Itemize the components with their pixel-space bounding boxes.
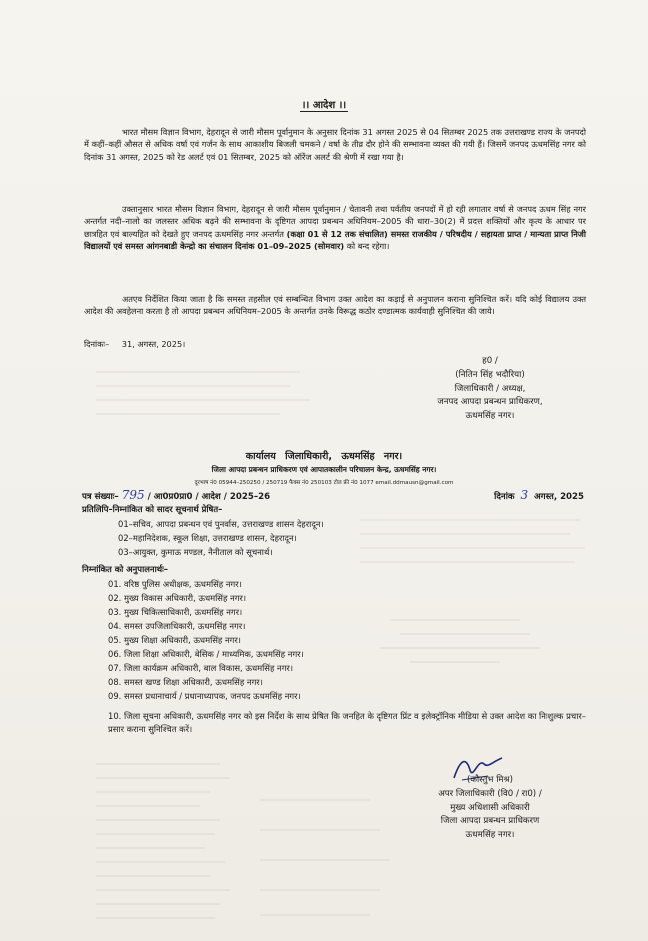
title-underline [300,111,348,112]
ref-date-day-handwritten: 3 [520,488,529,502]
signer-name: (नितिन सिंह भदौरिया) [455,369,525,380]
signer-place: ऊधमसिंह नगर। [465,411,515,422]
ref-code: / आ0प्र0प्रा0 / आदेश / 2025–26 [147,492,271,502]
paragraph-weather-forecast: भारत मौसम विज्ञान विभाग, देहरादून से जारी मौसम पूर्वानुमान के अनुसार दिनांक 31 अगस्त 2025 से 04 सितम्बर 2025 तक उत्तराखण्ड राज्य के जनपदो में कहीं–कहीं औसत से अधिक वर्षा एवं गर्जन के साथ आकाशीय बिजली चमकने / वर्षा के तीव्र दौर होने की सम्भावना व्यक्त की गयी हैं। जिसमें जनपद ऊधमसिंह नगर को दिनांक 31 अगस्त, 2025 को रेड अलर्ट एवं 01 सितम्बर, 2025 को ऑरेंज अलर्ट की श्रेणी में रखा गया है। [84,127,586,162]
compliance-heading: निम्नांकित को अनुपालनार्थः– [82,564,168,574]
copy-item: 01–सचिव, आपदा प्रबन्धन एवं पुनर्वास, उत्तराखण्ड शासन देहरादून। [118,519,324,529]
compliance-list [108,577,304,703]
copy-item: 03–आयुक्त, कुमाऊ मण्डल, नैनीताल को सूचनार्थ। [118,547,273,557]
signer2-name: (कौस्तुभ मिश्र) [467,775,513,785]
closure-end-text: को बन्द रहेगा। [344,241,390,252]
office-contact: दूरभाष नं0 05944–250250 / 250719 फैक्स नं0 250103 टोल फ्री नं0 1077 email.ddmausn@gmail.com [194,480,454,486]
office-heading: कार्यालय जिलाधिकारी, ऊधमसिंह नगर। [245,451,403,462]
signer2-place: ऊधमसिंह नगर। [465,830,515,841]
ref-number-handwritten: 795 [121,488,145,502]
signer2-post: अपर जिलाधिकारी (वि0 / रा0) / [438,788,542,799]
signature-block-adm [390,774,590,843]
order-date-value: 31, अगस्त, 2025। [121,339,186,349]
compliance-item: 09. समस्त प्रधानाचार्य / प्रधानाध्यापक, जनपद ऊधमसिंह नगर। [108,691,301,701]
order-date [84,339,185,350]
compliance-item: 03. मुख्य चिकित्साधिकारी, ऊधमसिंह नगर। [108,607,243,617]
copy-heading: प्रतिलिपि–निम्नांकित को सादर सूचनार्थ प्रेषित– [82,504,223,514]
compliance-item: 06. जिला शिक्षा अधिकारी, बेसिक / माध्यमिक, ऊधमसिंह नगर। [108,649,304,659]
compliance-item: 07. जिला कार्यक्रम अधिकारी, बाल विकास, ऊधमसिंह नगर। [108,663,294,673]
signer-post: जिलाधिकारी / अध्यक्ष, [454,383,526,394]
ref-date-label: दिनांक [494,492,515,502]
compliance-item: 08. समस्त खण्ड शिक्षा अधिकारी, ऊधमसिंह नगर। [108,677,263,687]
signer-post-2: जनपद आपदा प्रबन्धन प्राधिकरण, [437,397,543,408]
ref-label: पत्र संख्याः– [82,492,119,502]
paragraph-school-closure [84,203,586,253]
compliance-item-10: 10. जिला सूचना अधिकारी, ऊधमसिंह नगर को इस निर्देश के साथ प्रेषित कि जनहित के दृष्टिगत प्रिंट व इलेक्ट्रॉनिक मीडिया से उक्त आदेश का निःशुल्क प्रचार–प्रसार कराना सुनिश्चित करें। [108,711,586,734]
copy-item: 02–महानिदेशक, स्कूल शिक्षा, उत्तराखण्ड शासन, देहरादून। [118,533,297,543]
closure-text: उक्तानुसार भारत मौसम विज्ञान विभाग, देहरादून से जारी मौसम पूर्वानुमान / चेतावनी तथा पर्वतीय जनपदों में हो रही लगातार वर्षा से जनपद ऊधम सिंह नगर अन्तर्गत नदी–नालो का जलस्तर अधिक बढ़ने की सम्भावना के दृष्टिगत आपदा प्रबन्धन अधिनियम–2005 की धारा–30(2) में प्रदत्त शक्तियों और कृत्य के आधार पर छात्रहित एवं बाल्यहित को देखते हुए जनपद ऊधमसिंह नगर अन्तर्गत [84,204,586,239]
compliance-item: 02. मुख्य विकास अधिकारी, ऊधमसिंह नगर। [108,593,247,603]
order-date-label: दिनांकः– [84,339,110,349]
ref-date-rest: अगस्त, 2025 [534,492,584,502]
order-title: ।। आदेश ।। [301,100,347,111]
signature-block-dm [390,355,590,424]
paragraph-compliance-directive: अतएव निर्देशित किया जाता है कि समस्त तहसील एवं सम्बन्धित विभाग उक्त आदेश का कड़ाई से अनुपालन कराना सुनिश्चित करें। यदि कोई विद्यालय उक्त आदेश की अवहेलना करता है तो आपदा प्रबन्धन अधिनियम–2005 के अन्तर्गत उनके विरूद्ध कठोर दण्डात्मक कार्यवाही सुनिश्चित की जाये। [84,294,586,317]
compliance-item: 04. समस्त उपजिलाधिकारी, ऊधमसिंह नगर। [108,621,246,631]
compliance-item: 05. मुख्य शिक्षा अधिकारी, ऊधमसिंह नगर। [108,635,241,645]
letter-reference [82,488,592,502]
office-subheading: जिला आपदा प्रबन्धन प्राधिकरण एवं आपातकालीन परिचालन केन्द्र, ऊधमसिंह नगर। [211,465,437,474]
signer2-post-2: मुख्य अधिशासी अधिकारी [450,802,530,813]
signed-mark: ह0 / [482,356,498,366]
compliance-item: 01. वरिष्ठ पुलिस अधीक्षक, ऊधमसिंह नगर। [108,579,242,589]
closure-bold-text: (कक्षा 01 से 12 तक संचालित) समस्त राजकीय / परिषदीय / सहायता प्राप्त / मान्यता प्राप्त निजी विद्यालयों एवं समस्त आंगनबाडी केन्द्रो का संचालन दिनांक 01–09–2025 (सोमवार) [84,228,586,252]
ref-date [494,488,584,502]
signer2-post-3: जिला आपदा प्रबन्धन प्राधिकरण [440,816,540,827]
